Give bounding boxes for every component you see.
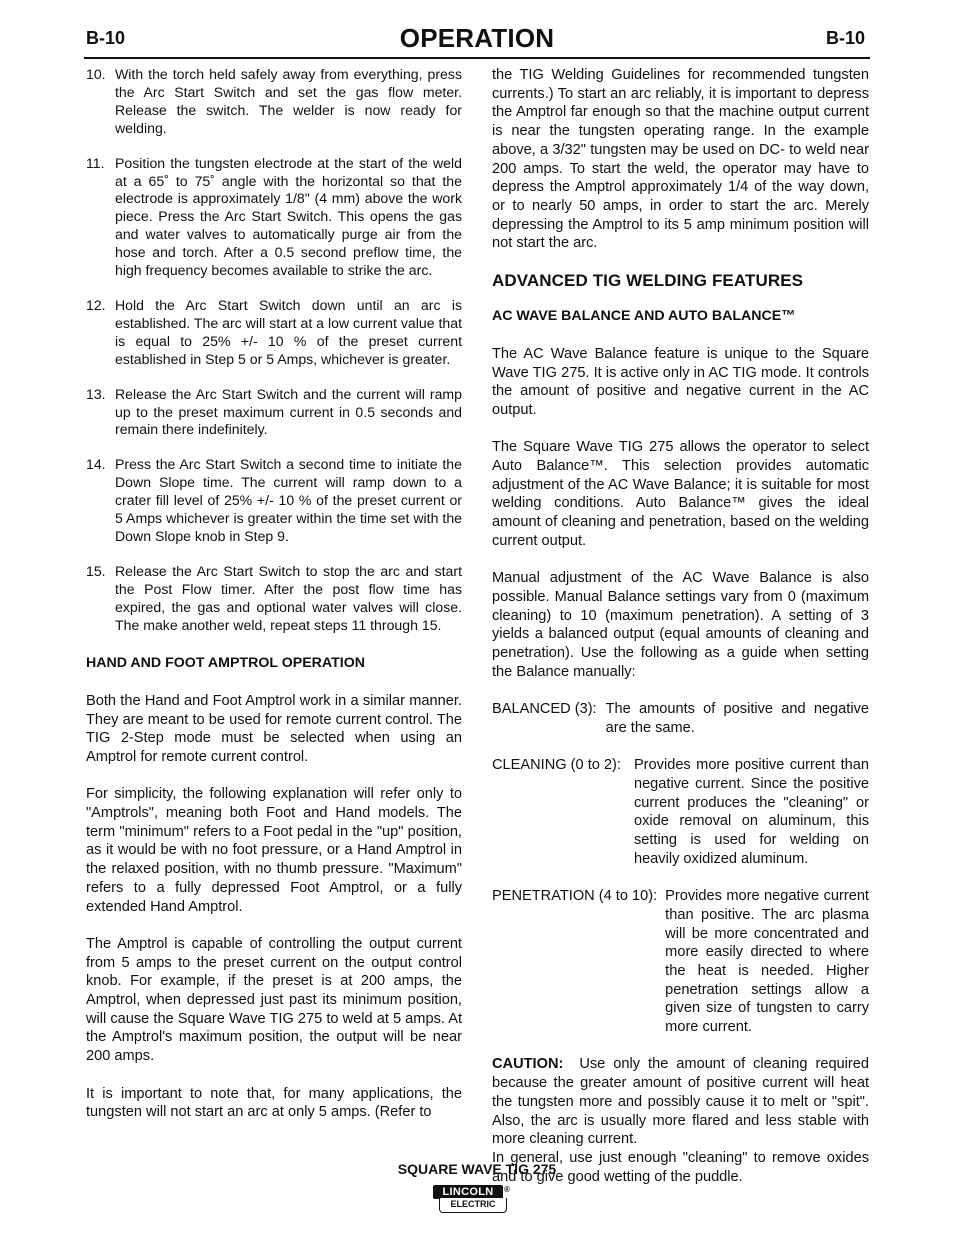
- page-code-left: B-10: [86, 28, 126, 48]
- step-text: Hold the Arc Start Switch down until an arc is established. The arc will start at a low current value that is equal to 25% +/- 10 % of the preset current established in Step 5 or 5 Amps, whichever is greater.: [115, 296, 462, 367]
- step-item: [86, 297, 462, 369]
- cleaning-label: CLEANING (0 to 2):: [492, 757, 621, 774]
- header-rule: [84, 57, 870, 59]
- balanced-text: The amounts of positive and negative are the same.: [605, 701, 869, 736]
- body-paragraph: The AC Wave Balance feature is unique to the Square Wave TIG 275. It is active only in AC TIG mode. It controls the amount of positive and negative current in the AC output.: [492, 345, 869, 418]
- right-column: [492, 66, 869, 1205]
- lincoln-electric-logo: [433, 1185, 511, 1215]
- step-text: Release the Arc Start Switch to stop the arc and start the Post Flow timer. After the post flow time has expired, the gas and optional water valves will close. The make another weld, repeat steps 11 through 15.: [115, 562, 462, 633]
- step-number: 11.: [86, 154, 105, 171]
- penetration-setting: [492, 887, 869, 1037]
- step-text: Release the Arc Start Switch and the current will ramp up to the preset maximum current in 0.5 seconds and remain there indefinitely.: [115, 385, 462, 438]
- step-text: With the torch held safely away from everything, press the Arc Start Switch and set the gas flow meter. Release the switch. The welder is now ready for welding.: [115, 66, 462, 136]
- caution-label: CAUTION:: [492, 1056, 564, 1073]
- step-text: Press the Arc Start Switch a second time to initiate the Down Slope time. The current will ramp down to a crater fill level of 25% +/- 10 % of the preset current or 5 Amps whichever is greater within the time set with the Down Slope knob in Step 9.: [115, 456, 462, 544]
- caution-text: Use only the amount of cleaning required because the greater amount of positive current will heat the tungsten more and possibly cause it to melt or "spit". Also, the arc is usually more flared and less stable with more cleaning current.: [492, 1056, 870, 1148]
- continuation-paragraph: the TIG Welding Guidelines for recommended tungsten currents.) To start an arc reliably, it is important to depress the Amptrol far enough so that the machine output current is near the tungsten operating range. In the example above, a 3/32" tungsten may be used on DC- to weld near 200 amps. To start the weld, the operator may have to depress the Amptrol approximately 1/4 of the way down, or to nearly 50 amps, in order to start the arc. Merely depressing the Amptrol to its 5 amp minimum position will not start the arc.: [492, 67, 869, 252]
- balanced-setting: [492, 700, 869, 737]
- page-title: OPERATION: [399, 23, 555, 53]
- caution-paragraph: [492, 1055, 869, 1149]
- penetration-text: Provides more negative current than positive. The arc plasma will be more concentrated and more easily directed to where the heat is needed. Higher penetration settings allow a given size of tungsten to carry more current.: [665, 888, 869, 1036]
- registered-mark: ®: [504, 1185, 510, 1194]
- page-code-right: B-10: [826, 28, 866, 48]
- amptrol-heading: HAND AND FOOT AMPTROL OPERATION: [86, 655, 366, 672]
- step-number: 10.: [86, 66, 106, 82]
- logo-bottom-text: ELECTRIC: [439, 1198, 507, 1213]
- footer-model: SQUARE WAVE TIG 275: [397, 1161, 557, 1177]
- logo-top-text: LINCOLN: [433, 1185, 503, 1199]
- step-item: [86, 155, 462, 280]
- cleaning-text: Provides more positive current than negative current. Since the positive current produces the "cleaning" or oxide removal on aluminum, this setting is used for welding on heavily oxidized aluminum.: [633, 757, 869, 867]
- amptrol-paragraph: The Amptrol is capable of controlling the output current from 5 amps to the preset current on the output control knob. For example, if the preset is at 200 amps, the Amptrol, when depressed just past its minimum position, will cause the Square Wave TIG 275 to weld at 5 amps. At the Amptrol's maximum position, the output will be near 200 amps.: [86, 935, 462, 1065]
- amptrol-paragraph: Both the Hand and Foot Amptrol work in a similar manner. They are meant to be used for remote current control. The TIG 2-Step mode must be selected when using an Amptrol for remote current control.: [86, 692, 462, 765]
- penetration-label: PENETRATION (4 to 10):: [492, 888, 658, 905]
- step-number: 12.: [86, 296, 106, 313]
- final-paragraph: In general, use just enough "cleaning" to remove oxides and to give good wetting of the puddle.: [492, 1149, 869, 1185]
- step-number: 15.: [86, 562, 106, 579]
- step-text: Position the tungsten electrode at the start of the weld at a 65˚ to 75˚ angle with the horizontal so that the electrode is approximately 1/8" (4 mm) above the work piece. Press the Arc Start Switch. This opens the gas and water valves to automatically purge air from the hose and torch. After a 0.5 second preflow time, the high frequency becomes available to strike the arc.: [115, 154, 462, 279]
- section-heading: ADVANCED TIG WELDING FEATURES: [492, 270, 804, 290]
- ac-wave-subheading: AC WAVE BALANCE AND AUTO BALANCE™: [492, 308, 796, 325]
- body-paragraph: Manual adjustment of the AC Wave Balance is also possible. Manual Balance settings vary from 0 (maximum cleaning) to 10 (maximum penetration). A setting of 3 yields a balanced output (equal amounts of cleaning and penetration). Use the following as a guide when setting the Balance manually:: [492, 570, 869, 680]
- balanced-label: BALANCED (3):: [492, 701, 597, 718]
- left-column: [86, 66, 462, 1122]
- step-number: 14.: [86, 456, 106, 473]
- amptrol-paragraph: For simplicity, the following explanation will refer only to "Amptrols", meaning both Foot and Hand models. The term "minimum" refers to a Foot pedal in the "up" position, as it would be with no foot pressure, or a Hand Amptrol in the relaxed position, with no thumb pressure. "Maximum" refers to a fully depressed Foot Amptrol, or a fully extended Hand Amptrol.: [86, 786, 462, 915]
- body-paragraph: The Square Wave TIG 275 allows the operator to select Auto Balance™. This selection provides automatic adjustment of the AC Wave Balance; it is suitable for most welding conditions. Auto Balance™ gives the ideal amount of cleaning and penetration, based on the welding current output.: [492, 439, 869, 549]
- step-item: [86, 563, 462, 635]
- step-item: [86, 386, 462, 440]
- step-item: [86, 456, 462, 546]
- step-number: 13.: [86, 385, 106, 402]
- amptrol-paragraph: It is important to note that, for many applications, the tungsten will not start an arc at only 5 amps. (Refer to: [86, 1085, 462, 1121]
- step-item: [86, 66, 462, 138]
- cleaning-setting: [492, 756, 869, 868]
